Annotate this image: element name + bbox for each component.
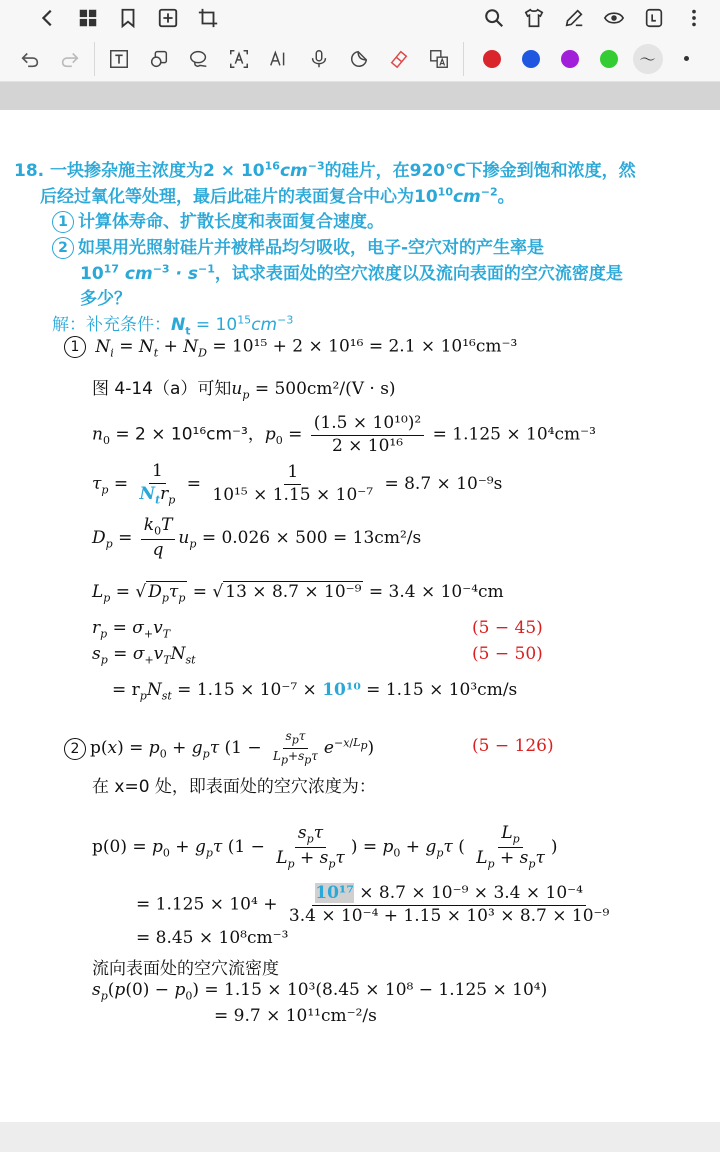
ai-icon[interactable] [259, 41, 299, 77]
search-icon[interactable] [474, 0, 514, 36]
add-page-icon[interactable] [148, 0, 188, 36]
undo-icon[interactable] [10, 41, 50, 77]
sticker-icon[interactable] [339, 41, 379, 77]
question-exp: 17 [103, 262, 119, 276]
sp-calc-prefix: = r [112, 680, 140, 700]
dp-result: = 0.026 × 500 = 13cm²/s [201, 527, 422, 548]
problem-text: 的硅片，在 [324, 161, 410, 181]
problem-line-1 [14, 156, 636, 181]
n0-value: = 2 × 10¹⁶cm⁻³， [115, 424, 265, 445]
question-number: 2 [52, 237, 74, 259]
nt-unit-exp: −3 [277, 313, 294, 327]
blue-swatch-icon [522, 50, 540, 68]
problem-text: 下掺金到饱和浓度，然 [465, 161, 636, 181]
eq-rp: $r_p = \sigma_+v_T$ [92, 618, 171, 641]
question-unit: cm [124, 264, 153, 284]
text-recognize-icon[interactable] [219, 41, 259, 77]
question-2-line-3 [80, 284, 131, 309]
squiggle-icon: 〜 [633, 44, 663, 74]
pen-style-selector[interactable] [628, 41, 667, 77]
part-number: 2 [64, 738, 86, 760]
question-text: 如果用光照射硅片并被样品均匀吸收，电子-空穴对的产生率是 [78, 238, 545, 258]
question-text: ，试求表面处的空穴浓度以及流向表面的空穴流密度是 [214, 264, 623, 284]
pen-color-red[interactable] [472, 41, 511, 77]
pen-color-green[interactable] [589, 41, 628, 77]
toolbar-divider [94, 42, 95, 76]
redo-icon[interactable] [50, 41, 90, 77]
lp-result: = 3.4 × 10⁻⁴cm [368, 582, 504, 602]
sp-calc-result: = 1.15 × 10³cm/s [360, 680, 518, 700]
eq-p0-calc [136, 884, 615, 926]
shape-icon[interactable] [139, 41, 179, 77]
lasso-icon[interactable] [179, 41, 219, 77]
nt-exp: 15 [237, 313, 252, 327]
eye-icon[interactable] [594, 0, 634, 36]
problem-number: 18. [14, 161, 45, 181]
eq-ref-5-45: (5 − 45) [472, 618, 543, 638]
eq-px: 2 $p(x) = p_0 + g_p\tau$ (1 − $\frac{s_p\tau}{L_p+s_p\tau}$ $e^{-x/L_p}$) [64, 730, 374, 767]
ni-result: = 10¹⁵ + 2 × 10¹⁶ = 2.1 × 10¹⁶cm⁻³ [212, 336, 518, 357]
problem-exp: 10 [437, 185, 453, 199]
eraser-icon[interactable] [379, 41, 419, 77]
eq-flux-calc: $s_p(p(0) - p_0) = 1.15 \times 10^3(8.45 \times 10^8 - 1.125 \times 10^4)$ [92, 980, 548, 1003]
drawing-toolbar [0, 36, 720, 82]
more-icon[interactable] [674, 0, 714, 36]
eq-lp: $L_p$ = √ $D_p\tau_p$ = √ 13 × 8.7 × 10⁻⁹ = 3.4 × 10⁻⁴cm [92, 582, 504, 605]
document-icon[interactable] [634, 0, 674, 36]
pen-color-blue[interactable] [511, 41, 550, 77]
crop-icon[interactable] [188, 0, 228, 36]
question-value: 10 [80, 264, 104, 284]
solution-label: 解：补充条件： [52, 315, 171, 335]
x0-description: 在 x=0 处，即表面处的空穴浓度为： [92, 777, 376, 797]
problem-exp: 16 [264, 159, 280, 173]
bottom-strip [0, 1122, 720, 1152]
p0-calc-denominator: 3.4 × 10⁻⁴ + 1.15 × 10³ × 8.7 × 10⁻⁹ [288, 905, 610, 926]
question-1 [52, 207, 384, 233]
toolbar-divider [463, 42, 464, 76]
red-swatch-icon [483, 50, 501, 68]
eq-p0-surface: $p(0) = p_0 + g_p\tau$ (1 − $\frac{s_p\tau}{L_p + s_p\tau}$ ) = $p_0 + g_p\tau$ ( $\frac{L_p}{L_p + s_p\tau}$ ) [92, 823, 558, 871]
p0-calc-fraction [286, 884, 612, 926]
p0-calc-highlight: 10¹⁷ [315, 883, 354, 903]
question-text: 多少？ [80, 289, 131, 309]
problem-unit: cm [279, 161, 308, 181]
flux-label: 流向表面处的空穴流密度 [92, 959, 279, 979]
translate-icon[interactable] [419, 41, 459, 77]
green-swatch-icon [600, 50, 618, 68]
nt-subscript: t [185, 324, 191, 338]
tau-result: = 8.7 × 10⁻⁹s [384, 473, 503, 494]
eq-ref-5-50: (5 − 50) [472, 644, 543, 664]
top-navigation-bar [0, 0, 720, 36]
problem-value: 10 [414, 187, 438, 207]
lp-sqrt-inner: 13 × 8.7 × 10⁻⁹ [225, 582, 362, 602]
eq-tau: $\tau_p$ = $\frac{1}{N_tr_p}$ = $\frac{1}{\text{10¹⁵ × 1.15 × 10⁻⁷}}$ = 8.7 × 10⁻⁹s [92, 461, 503, 506]
figure-reference: 图 4-14（a）可知 [92, 379, 232, 399]
sp-calc-mid: = 1.15 × 10⁻⁷ × [171, 680, 323, 700]
bookmark-icon[interactable] [108, 0, 148, 36]
problem-unit-exp: −3 [307, 159, 325, 173]
p0-result: = 1.125 × 10⁴cm⁻³ [432, 424, 596, 445]
note-page[interactable] [0, 110, 720, 1122]
pen-size-selector[interactable] [667, 41, 706, 77]
px-fraction: $\frac{s_p\tau}{L_p+s_p\tau}$ [273, 729, 318, 767]
p0-surface-fraction-2: $\frac{L_p}{L_p + s_p\tau}$ [476, 823, 545, 871]
part-number: 1 [64, 336, 86, 358]
question-2 [52, 233, 544, 259]
question-unit-exp: −1 [198, 262, 215, 276]
tau-numerator: 1 [284, 463, 301, 485]
eq-p0-result: = 8.45 × 10⁸cm⁻³ [136, 928, 289, 948]
eq-up: 图 4-14（a）可知$u_p = 500cm^2/(V \cdot s)$ [92, 379, 396, 402]
eq-ni: 1 $N_i = N_t + N_D = 10^{15} + 2 \times 10^{16} = 2.1 \times 10^{16}cm^{-3}$ [64, 336, 517, 359]
problem-unit-exp: −2 [480, 185, 498, 199]
nt-equation: = 10 [190, 315, 238, 335]
eq-n0-p0: $n_0 = 2 \times 10^{16}cm^{-3}$，$p_0$ = $\frac{\text{(1.5 × 10¹⁰)²}}{\text{2 × 10¹⁶}}$ = 1.125 × 10⁴cm⁻³ [92, 413, 596, 456]
eq-ref-5-126: (5 − 126) [472, 736, 554, 756]
p0-calc-numerator: × 8.7 × 10⁻⁹ × 3.4 × 10⁻⁴ [353, 883, 583, 903]
p0-calc-prefix: = 1.125 × 10⁴ + [136, 894, 278, 915]
p0-fraction [311, 414, 424, 456]
sp-calc-highlight: 10¹⁰ [322, 680, 361, 700]
up-value: = 500cm²/(V · s) [254, 379, 396, 399]
problem-text: 后经过氧化等处理，最后此硅片的表面复合中心为 [40, 187, 414, 207]
problem-value: 2 × 10 [203, 161, 265, 181]
problem-text: 。 [497, 187, 515, 207]
question-unit: · s [175, 264, 198, 284]
problem-line-2 [40, 182, 515, 207]
question-number: 1 [52, 211, 74, 233]
purple-swatch-icon [561, 50, 579, 68]
solution-header [52, 310, 293, 337]
problem-text: 一块掺杂施主浓度为 [50, 161, 204, 181]
dot-size-icon [684, 56, 689, 61]
eq-sp: $s_p = \sigma_+v_TN_{st}$ [92, 644, 196, 667]
p0-surface-fraction-1: $\frac{s_p\tau}{L_p + s_p\tau}$ [276, 823, 345, 871]
question-2-line-2 [80, 259, 623, 284]
question-unit-exp: −3 [152, 262, 170, 276]
text-box-icon[interactable] [99, 41, 139, 77]
tau-denominator: 10¹⁵ × 1.15 × 10⁻⁷ [212, 484, 374, 505]
shirt-icon[interactable] [514, 0, 554, 36]
nt-unit: cm [251, 315, 278, 335]
eq-flux-result: = 9.7 × 10¹¹cm⁻²/s [214, 1006, 377, 1026]
eq-sp-calc: = $r_pN_{st} = 1.15 \times 10^{-7} \times 10^{10} = 1.15 \times 10^3cm/s$ [112, 680, 518, 703]
back-icon[interactable] [28, 0, 68, 36]
eq-dp: $D_p$ = $\frac{k_0T}{q}$ $u_p = 0.026 \times 500 = 13cm^2/s$ [92, 515, 422, 561]
pen-color-purple[interactable] [550, 41, 589, 77]
question-text: 计算体寿命、扩散长度和表面复合速度。 [78, 212, 384, 232]
microphone-icon[interactable] [299, 41, 339, 77]
problem-unit: cm [452, 187, 481, 207]
problem-temp: 920℃ [409, 161, 466, 181]
pen-edit-icon[interactable] [554, 0, 594, 36]
flux-calc: = 1.15 × 10³(8.45 × 10⁸ − 1.125 × 10⁴) [204, 980, 548, 1000]
nt-symbol: N [171, 315, 186, 335]
p0-denominator: 2 × 10¹⁶ [331, 435, 404, 456]
dp-fraction: $\frac{k_0T}{q}$ [141, 516, 176, 561]
grid-icon[interactable] [68, 0, 108, 36]
tau-fraction-2 [209, 463, 376, 505]
p0-numerator: (1.5 × 10¹⁰)² [311, 414, 424, 436]
tau-fraction-1: $\frac{1}{N_tr_p}$ [139, 461, 176, 506]
